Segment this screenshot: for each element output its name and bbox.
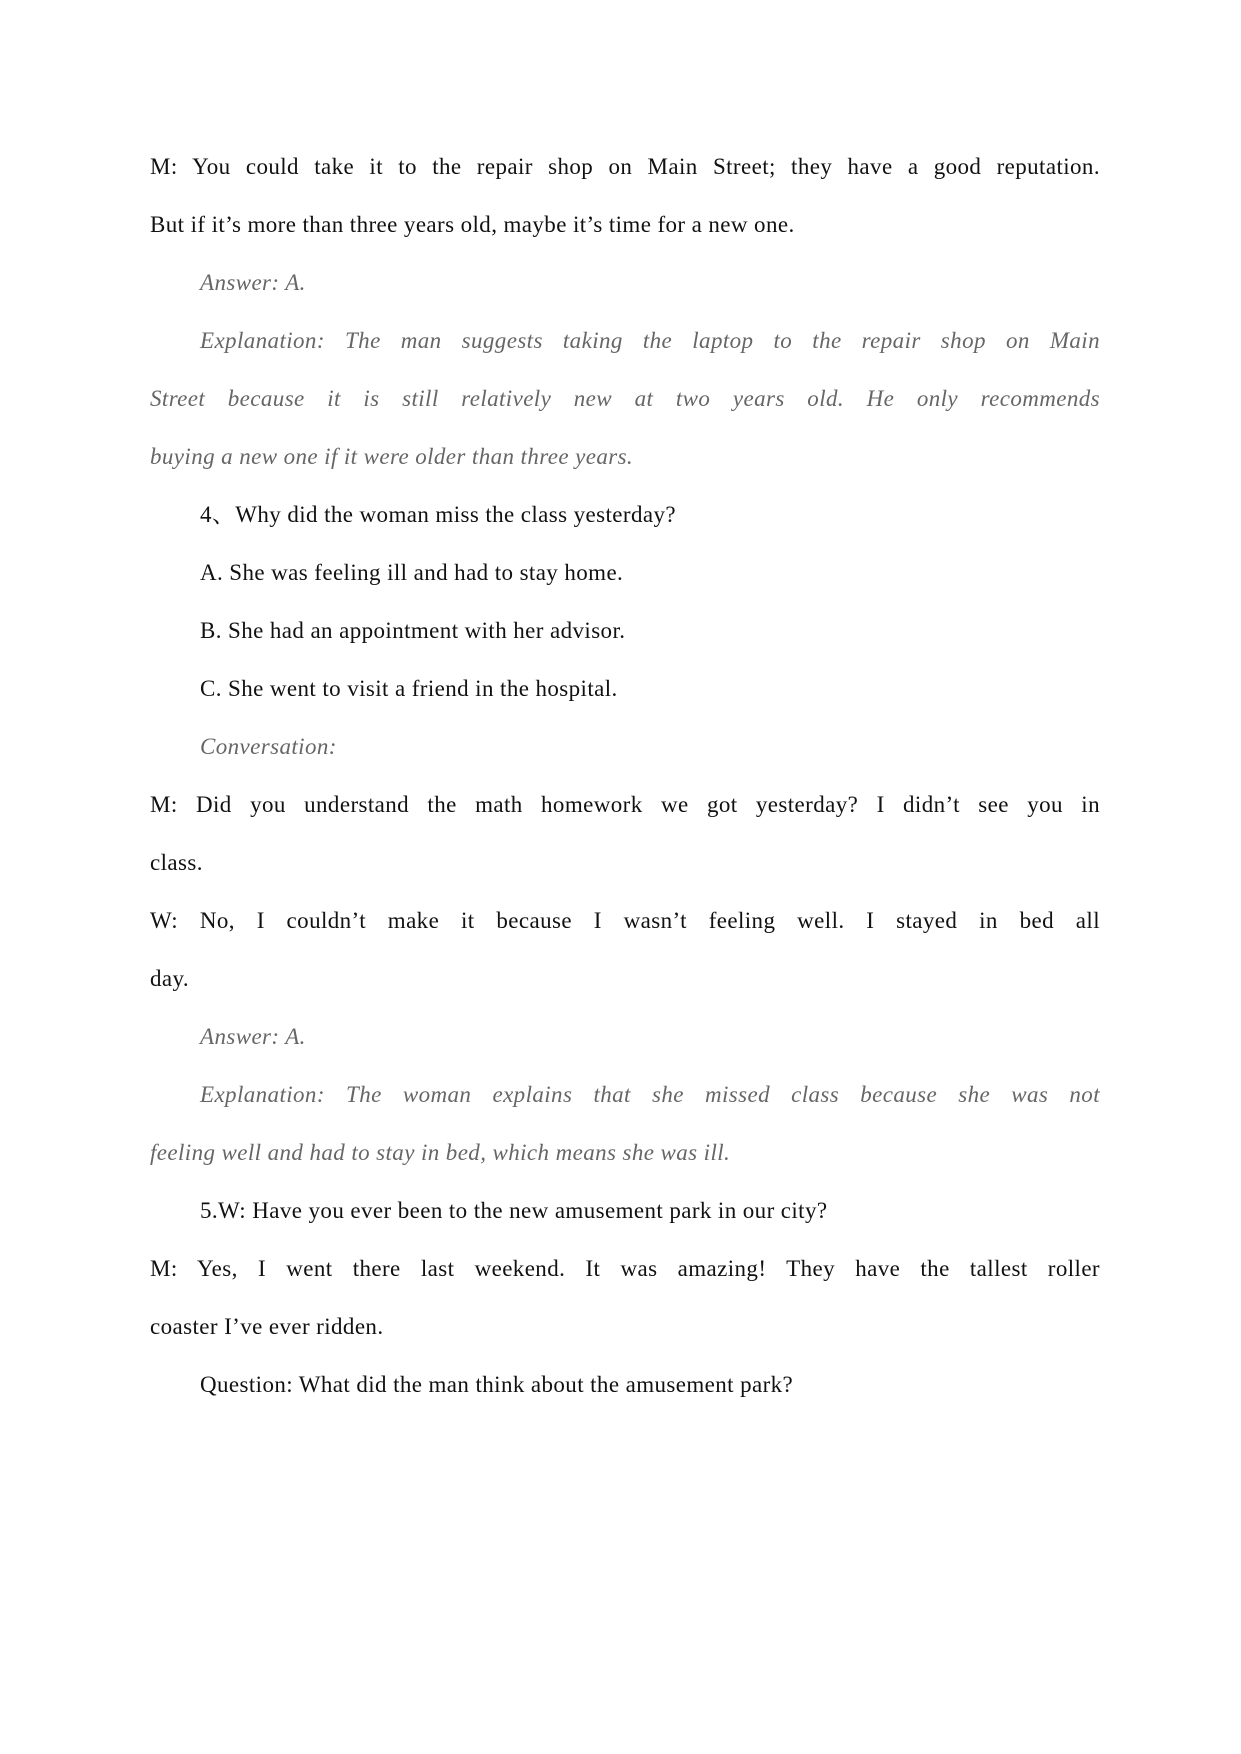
question-5-text: Question: What did the man think about the amusement park?	[200, 1372, 794, 1397]
option-c: C. She went to visit a friend in the hospital.	[200, 676, 618, 701]
dialogue-line-woman: W: No, I couldn’t make it because I wasn’t feeling well. I stayed in bed all	[150, 908, 1100, 933]
option-a: A. She was feeling ill and had to stay home.	[200, 560, 624, 585]
dialogue-line-man-continued: class.	[150, 850, 203, 875]
answer-text: Answer: A.	[200, 270, 306, 295]
explanation-text-continued: buying a new one if it were older than three years.	[150, 444, 634, 469]
dialogue-line-man: M: You could take it to the repair shop on Main Street; they have a good reputation.	[150, 154, 1100, 179]
explanation-text-continued: feeling well and had to stay in bed, which means she was ill.	[150, 1140, 731, 1165]
dialogue-line-man: M: Did you understand the math homework we got yesterday? I didn’t see you in	[150, 792, 1100, 817]
explanation-text: Explanation: The woman explains that she missed class because she was not	[200, 1082, 1100, 1107]
dialogue-line-man-continued: But if it’s more than three years old, maybe it’s time for a new one.	[150, 212, 795, 237]
conversation-label: Conversation:	[200, 734, 337, 759]
option-b: B. She had an appointment with her advisor.	[200, 618, 626, 643]
explanation-text: Explanation: The man suggests taking the laptop to the repair shop on Main	[200, 328, 1100, 353]
dialogue-line-man-continued: coaster I’ve ever ridden.	[150, 1314, 384, 1339]
explanation-text-continued: Street because it is still relatively new at two years old. He only recommends	[150, 386, 1100, 411]
question-4: 4、Why did the woman miss the class yesterday?	[200, 502, 676, 527]
dialogue-line-man: M: Yes, I went there last weekend. It was amazing! They have the tallest roller	[150, 1256, 1100, 1281]
question-5-dialogue: 5.W: Have you ever been to the new amusement park in our city?	[200, 1198, 828, 1223]
dialogue-line-woman-continued: day.	[150, 966, 190, 991]
answer-text: Answer: A.	[200, 1024, 306, 1049]
